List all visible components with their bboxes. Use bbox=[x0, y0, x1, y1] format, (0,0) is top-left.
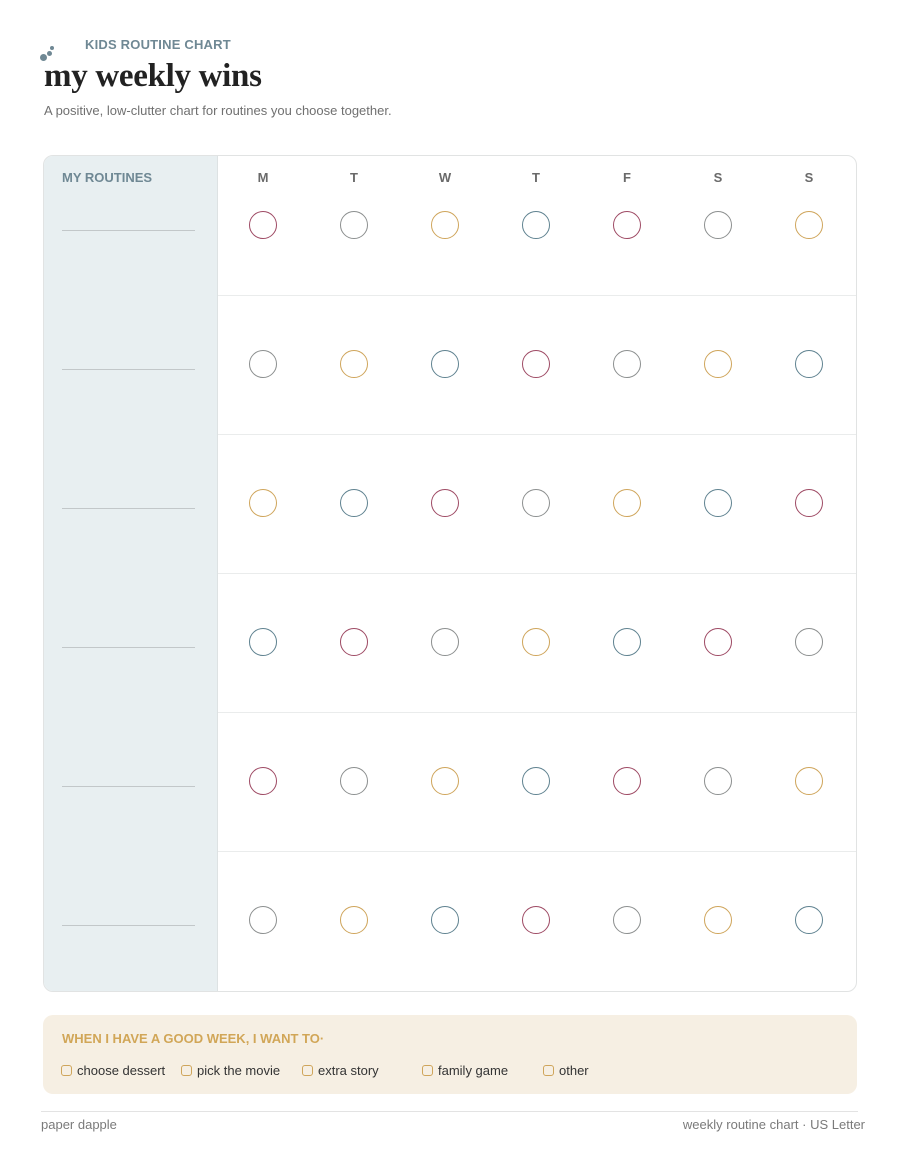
check-circle[interactable] bbox=[613, 906, 641, 934]
day-header: T bbox=[350, 170, 358, 185]
checkbox-icon[interactable] bbox=[181, 1065, 192, 1076]
check-circle[interactable] bbox=[613, 489, 641, 517]
check-circle[interactable] bbox=[704, 767, 732, 795]
row-divider bbox=[218, 851, 856, 852]
check-circle[interactable] bbox=[340, 211, 368, 239]
row-divider bbox=[218, 295, 856, 296]
checkbox-icon[interactable] bbox=[302, 1065, 313, 1076]
check-circle[interactable] bbox=[522, 906, 550, 934]
check-circle[interactable] bbox=[340, 906, 368, 934]
check-circle[interactable] bbox=[249, 628, 277, 656]
day-header: F bbox=[623, 170, 631, 185]
reward-option[interactable] bbox=[181, 1062, 280, 1078]
checkbox-icon[interactable] bbox=[422, 1065, 433, 1076]
check-circle[interactable] bbox=[795, 767, 823, 795]
check-circle[interactable] bbox=[613, 211, 641, 239]
check-circle[interactable] bbox=[704, 211, 732, 239]
check-circle[interactable] bbox=[795, 628, 823, 656]
eyebrow-label: KIDS ROUTINE CHART bbox=[85, 37, 231, 52]
reward-option-label: pick the movie bbox=[197, 1062, 281, 1078]
routines-column bbox=[44, 156, 218, 991]
check-circle[interactable] bbox=[431, 767, 459, 795]
check-circle[interactable] bbox=[522, 489, 550, 517]
check-circle[interactable] bbox=[431, 350, 459, 378]
routine-write-line[interactable] bbox=[62, 786, 195, 787]
row-divider bbox=[218, 573, 856, 574]
checkbox-icon[interactable] bbox=[61, 1065, 72, 1076]
day-header: T bbox=[532, 170, 540, 185]
check-circle[interactable] bbox=[704, 489, 732, 517]
check-circle[interactable] bbox=[431, 211, 459, 239]
check-circle[interactable] bbox=[340, 489, 368, 517]
page-subtitle: A positive, low-clutter chart for routines you choose together. bbox=[44, 103, 392, 118]
check-circle[interactable] bbox=[340, 767, 368, 795]
check-circle[interactable] bbox=[249, 906, 277, 934]
check-circle[interactable] bbox=[522, 211, 550, 239]
check-circle[interactable] bbox=[431, 628, 459, 656]
reward-option[interactable] bbox=[302, 1062, 379, 1078]
check-circle[interactable] bbox=[795, 489, 823, 517]
check-circle[interactable] bbox=[249, 489, 277, 517]
routine-write-line[interactable] bbox=[62, 369, 195, 370]
reward-heading: WHEN I HAVE A GOOD WEEK, I WANT TO· bbox=[62, 1031, 325, 1046]
check-circle[interactable] bbox=[249, 211, 277, 239]
footer-description: weekly routine chart · US Letter bbox=[682, 1117, 865, 1132]
reward-option-label: choose dessert bbox=[77, 1062, 166, 1078]
checkbox-icon[interactable] bbox=[543, 1065, 554, 1076]
check-circle[interactable] bbox=[795, 350, 823, 378]
footer-brand: paper dapple bbox=[41, 1117, 117, 1132]
reward-option-label: extra story bbox=[318, 1062, 379, 1078]
reward-option-label: family game bbox=[438, 1062, 509, 1078]
reward-option[interactable] bbox=[61, 1062, 165, 1078]
check-circle[interactable] bbox=[249, 350, 277, 378]
routine-chart bbox=[43, 155, 857, 992]
check-circle[interactable] bbox=[613, 628, 641, 656]
check-circle[interactable] bbox=[340, 628, 368, 656]
check-circle[interactable] bbox=[704, 350, 732, 378]
day-header: M bbox=[257, 170, 269, 185]
check-circle[interactable] bbox=[522, 628, 550, 656]
routines-column-header: MY ROUTINES bbox=[62, 170, 153, 185]
day-header: S bbox=[713, 170, 723, 185]
check-circle[interactable] bbox=[795, 906, 823, 934]
routine-write-line[interactable] bbox=[62, 230, 195, 231]
check-circle[interactable] bbox=[613, 350, 641, 378]
reward-box bbox=[43, 1015, 857, 1094]
check-circle[interactable] bbox=[522, 767, 550, 795]
day-header: W bbox=[438, 170, 452, 185]
row-divider bbox=[218, 434, 856, 435]
check-circle[interactable] bbox=[249, 767, 277, 795]
routine-write-line[interactable] bbox=[62, 508, 195, 509]
row-divider bbox=[218, 712, 856, 713]
check-circle[interactable] bbox=[431, 489, 459, 517]
day-header: S bbox=[804, 170, 814, 185]
check-circle[interactable] bbox=[704, 628, 732, 656]
check-circle[interactable] bbox=[431, 906, 459, 934]
check-circle[interactable] bbox=[340, 350, 368, 378]
routine-write-line[interactable] bbox=[62, 647, 195, 648]
check-circle[interactable] bbox=[795, 211, 823, 239]
footer-divider bbox=[41, 1111, 858, 1112]
routine-write-line[interactable] bbox=[62, 925, 195, 926]
reward-option[interactable] bbox=[422, 1062, 508, 1078]
check-circle[interactable] bbox=[613, 767, 641, 795]
check-circle[interactable] bbox=[704, 906, 732, 934]
reward-option[interactable] bbox=[543, 1062, 589, 1078]
check-circle[interactable] bbox=[522, 350, 550, 378]
page-title: my weekly wins bbox=[44, 58, 262, 94]
reward-option-label: other bbox=[559, 1062, 589, 1078]
